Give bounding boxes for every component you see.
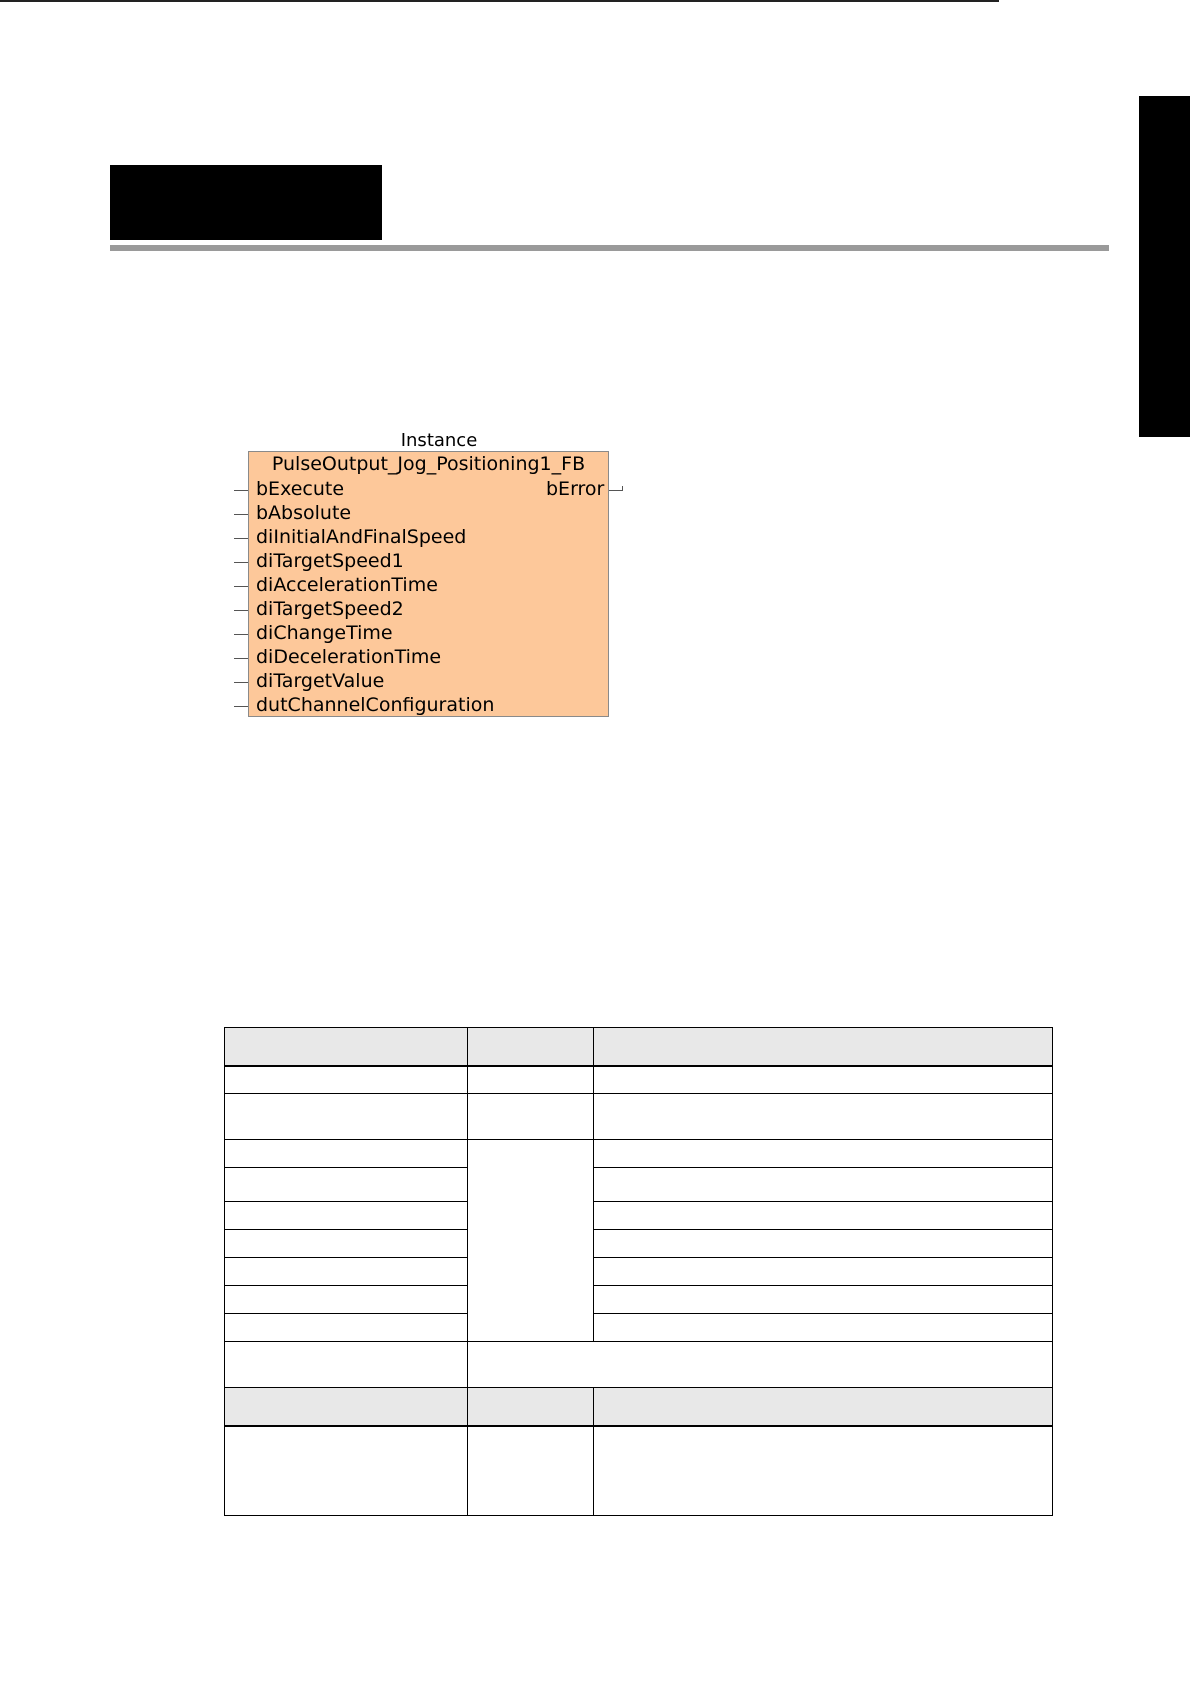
table-row bbox=[225, 1168, 1053, 1202]
pin-line bbox=[234, 538, 248, 539]
input-pin bbox=[226, 502, 646, 526]
table-cell bbox=[225, 1202, 468, 1230]
pin-line bbox=[234, 634, 248, 635]
table-merged-cell bbox=[468, 1342, 1053, 1388]
title-block bbox=[110, 165, 382, 240]
input-pin bbox=[226, 622, 646, 646]
pin-line bbox=[234, 490, 248, 491]
table-row bbox=[225, 1426, 1053, 1516]
input-pin bbox=[226, 646, 646, 670]
table-cell bbox=[594, 1168, 1053, 1202]
table-header-cell bbox=[468, 1388, 594, 1426]
table-header-cell bbox=[225, 1388, 468, 1426]
table-row bbox=[225, 1230, 1053, 1258]
input-pin bbox=[226, 670, 646, 694]
input-pin bbox=[226, 574, 646, 598]
table-cell bbox=[594, 1202, 1053, 1230]
table-cell bbox=[594, 1066, 1053, 1094]
input-pin bbox=[226, 526, 646, 550]
output-pin-tick bbox=[622, 486, 623, 491]
function-block-name: PulseOutput_Jog_Positioning1_FB bbox=[271, 453, 586, 475]
table-cell bbox=[594, 1140, 1053, 1168]
input-pin-label: bAbsolute bbox=[256, 502, 352, 524]
input-pin-label: diTargetSpeed1 bbox=[256, 550, 404, 572]
input-pin bbox=[226, 550, 646, 574]
side-tab bbox=[1139, 96, 1190, 437]
function-block-diagram bbox=[226, 428, 646, 728]
table-cell bbox=[225, 1342, 468, 1388]
output-pin-line bbox=[609, 490, 623, 491]
table-row bbox=[225, 1140, 1053, 1168]
table-cell bbox=[225, 1094, 468, 1140]
table-cell bbox=[594, 1230, 1053, 1258]
output-pin-label: bError bbox=[546, 478, 605, 500]
input-pin-label: dutChannelConfiguration bbox=[256, 694, 495, 716]
input-pin-label: bExecute bbox=[256, 478, 345, 500]
input-pin-label: diDecelerationTime bbox=[256, 646, 442, 668]
table-cell bbox=[468, 1066, 594, 1094]
table-merged-cell bbox=[468, 1140, 594, 1342]
table-row bbox=[225, 1066, 1053, 1094]
pin-line bbox=[234, 682, 248, 683]
pin-line bbox=[234, 586, 248, 587]
input-pin bbox=[226, 694, 646, 718]
table-header-cell bbox=[225, 1028, 468, 1066]
pin-line bbox=[234, 514, 248, 515]
table-cell bbox=[225, 1286, 468, 1314]
input-pin bbox=[226, 598, 646, 622]
pin-line bbox=[234, 658, 248, 659]
table-row bbox=[225, 1202, 1053, 1230]
table-cell bbox=[225, 1258, 468, 1286]
table-cell bbox=[225, 1066, 468, 1094]
table-cell bbox=[225, 1426, 468, 1516]
table-row bbox=[225, 1286, 1053, 1314]
table-header-cell bbox=[468, 1028, 594, 1066]
title-rule bbox=[110, 245, 1109, 251]
table-row bbox=[225, 1094, 1053, 1140]
input-pin-label: diTargetSpeed2 bbox=[256, 598, 404, 620]
input-pin-label: diChangeTime bbox=[256, 622, 393, 644]
table-cell bbox=[225, 1230, 468, 1258]
instance-label: Instance bbox=[400, 430, 478, 451]
table-cell bbox=[468, 1094, 594, 1140]
table-cell bbox=[225, 1140, 468, 1168]
table-cell bbox=[468, 1426, 594, 1516]
table-cell bbox=[225, 1168, 468, 1202]
input-pin-label: diAccelerationTime bbox=[256, 574, 438, 596]
table-cell bbox=[594, 1286, 1053, 1314]
table-row bbox=[225, 1314, 1053, 1342]
table-cell bbox=[594, 1258, 1053, 1286]
table-cell bbox=[594, 1314, 1053, 1342]
pin-line bbox=[234, 562, 248, 563]
table-header-row bbox=[225, 1388, 1053, 1426]
bottom-rule bbox=[0, 1, 999, 2]
table-cell bbox=[594, 1426, 1053, 1516]
table-cell bbox=[594, 1094, 1053, 1140]
pin-line bbox=[234, 610, 248, 611]
pin-line bbox=[234, 706, 248, 707]
input-pin-label: diTargetValue bbox=[256, 670, 385, 692]
table-header-row bbox=[225, 1028, 1053, 1066]
table-row bbox=[225, 1342, 1053, 1388]
table-header-cell bbox=[594, 1388, 1053, 1426]
input-pin-label: diInitialAndFinalSpeed bbox=[256, 526, 467, 548]
table-row bbox=[225, 1258, 1053, 1286]
table-cell bbox=[225, 1314, 468, 1342]
table-header-cell bbox=[594, 1028, 1053, 1066]
parameter-table bbox=[224, 1027, 1053, 1516]
